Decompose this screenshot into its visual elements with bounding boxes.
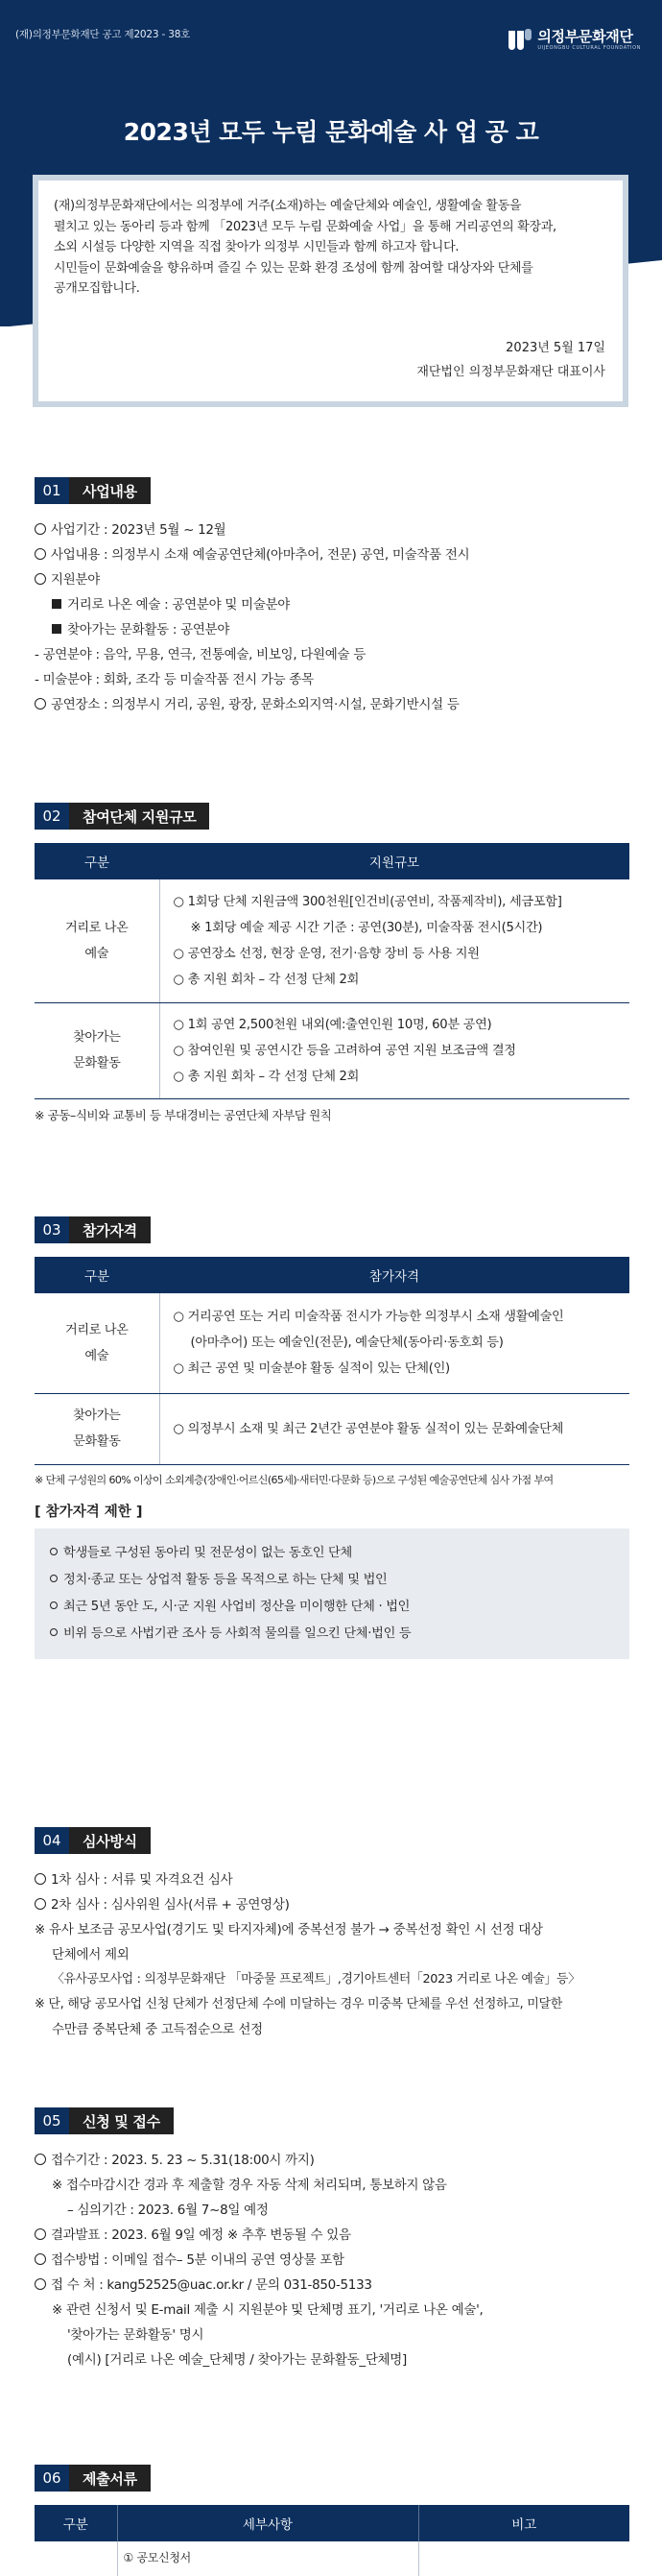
section-number: 01 bbox=[35, 477, 69, 504]
cell-line: ○ 거리공연 또는 거리 미술작품 전시가 가능한 의정부시 소재 생활예술인 bbox=[173, 1310, 564, 1325]
list-item: 수만큼 중복단체 중 고득점순으로 선정 bbox=[52, 2022, 263, 2037]
circle-bullet-icon bbox=[35, 2228, 46, 2240]
cell-line: ○ 공연장소 선정, 현장 운영, 전기·음향 장비 등 사용 지원 bbox=[173, 946, 480, 961]
section-business-content bbox=[35, 477, 629, 717]
intro-line: 공개모집합니다. bbox=[54, 281, 140, 296]
list-item: - 미술분야 : 회화, 조각 등 미술작품 전시 가능 종목 bbox=[35, 672, 314, 687]
table-header: 세부사항 bbox=[117, 2505, 418, 2541]
intro-date: 2023년 5월 17일 bbox=[506, 341, 605, 355]
list-item: 지원분야 bbox=[51, 572, 100, 588]
row-category: 예술 bbox=[84, 1348, 109, 1363]
intro-box bbox=[33, 175, 628, 407]
circle-bullet-icon bbox=[35, 698, 46, 710]
list-item: 〈유사공모사업 : 의정부문화재단 「마중물 프로젝트」,경기아트센터「2023 거리로 나온 예술」등〉 bbox=[52, 1972, 580, 1986]
square-bullet-icon bbox=[52, 624, 61, 634]
list-item: 단체에서 제외 bbox=[52, 1947, 130, 1962]
row-category: 찾아가는 bbox=[73, 1030, 121, 1045]
section-header bbox=[35, 477, 629, 504]
row-category: 거리로 나온 bbox=[65, 920, 129, 935]
row-category: 문화활동 bbox=[73, 1434, 121, 1449]
list-item: 1차 심사 : 서류 및 자격요건 심사 bbox=[51, 1872, 233, 1888]
list-item: ※ 접수마감시간 경과 후 제출할 경우 자동 삭제 처리되며, 통보하지 않음 bbox=[52, 2178, 447, 2193]
table-row bbox=[35, 1393, 629, 1464]
row-category: 찾아가는 bbox=[73, 1408, 121, 1423]
section-number: 04 bbox=[35, 1827, 69, 1854]
contact-info: 접 수 처 : kang52525@uac.or.kr / 문의 031-850-5133 bbox=[51, 2277, 372, 2293]
table-header: 참가자격 bbox=[159, 1257, 629, 1293]
dot-bullet-icon bbox=[50, 1601, 58, 1609]
list-item: 정치·종교 또는 상업적 활동 등을 목적으로 하는 단체 및 법인 bbox=[63, 1572, 388, 1587]
eligibility-table bbox=[35, 1257, 629, 1465]
section-header bbox=[35, 2465, 629, 2492]
list-item: 접수방법 : 이메일 접수– 5분 이내의 공연 영상물 포함 bbox=[51, 2252, 344, 2268]
intro-line: 펼치고 있는 동아리 등과 함께 「2023년 모두 누림 문화예술 사업」을 통해 거리공연의 확장과, bbox=[54, 219, 556, 234]
list-item: 찾아가는 문화활동 : 공연분야 bbox=[67, 622, 230, 638]
cell-line: ※ 1회당 예술 제공 시간 기준 : 공연(30분), 미술작품 전시(5시간) bbox=[190, 920, 543, 935]
circle-bullet-icon bbox=[35, 1898, 46, 1910]
section-review-method bbox=[35, 1827, 629, 2042]
list-item: 사업내용 : 의정부시 소재 예술공연단체(아마추어, 전문) 공연, 미술작품 전시 bbox=[51, 547, 470, 563]
list-item: '찾아가는 문화활동' 명시 bbox=[67, 2327, 204, 2343]
intro-signature: 재단법인 의정부문화재단 대표이사 bbox=[416, 365, 605, 379]
section-title: 참가자격 bbox=[69, 1216, 151, 1243]
section-number: 05 bbox=[35, 2107, 69, 2134]
table-row bbox=[35, 2541, 629, 2576]
cell-line: ○ 의정부시 소재 및 최근 2년간 공연분야 활동 실적이 있는 문화예술단체 bbox=[173, 1421, 564, 1436]
restriction-box bbox=[35, 1529, 629, 1659]
circle-bullet-icon bbox=[35, 523, 46, 535]
section-number: 02 bbox=[35, 803, 69, 830]
list-item: 사업기간 : 2023년 5월 ~ 12월 bbox=[51, 522, 226, 538]
section-title: 신청 및 접수 bbox=[69, 2107, 174, 2134]
section-title: 제출서류 bbox=[69, 2465, 151, 2492]
table-header: 비고 bbox=[418, 2505, 629, 2541]
cell-line: ○ 총 지원 회차 – 각 선정 단체 2회 bbox=[173, 972, 360, 987]
hero-header bbox=[0, 0, 662, 403]
circle-bullet-icon bbox=[35, 1873, 46, 1885]
list-item: (예시) [거리로 나온 예술_단체명 / 찾아가는 문화활동_단체명] bbox=[67, 2352, 408, 2368]
table-header: 구분 bbox=[35, 843, 159, 879]
section-application bbox=[35, 2107, 629, 2372]
list-item: 거리로 나온 예술 : 공연분야 및 미술분야 bbox=[67, 597, 291, 613]
restriction-title: [ 참가자격 제한 ] bbox=[35, 1504, 143, 1520]
documents-table bbox=[35, 2505, 629, 2576]
section-title: 심사방식 bbox=[69, 1827, 151, 1854]
table-row bbox=[35, 879, 629, 1002]
list-item: 결과발표 : 2023. 6월 9일 예정 ※ 추후 변동될 수 있음 bbox=[51, 2227, 351, 2243]
intro-line: (재)의정부문화재단에서는 의정부에 거주(소재)하는 예술단체와 예술인, 생활예술 활동을 bbox=[54, 199, 522, 213]
dot-bullet-icon bbox=[50, 1575, 58, 1582]
section-title: 참여단체 지원규모 bbox=[69, 803, 209, 830]
row-category: 거리로 나온 bbox=[65, 1322, 129, 1337]
section-title: 사업내용 bbox=[69, 477, 151, 504]
cell-line: ○ 참여인원 및 공연시간 등을 고려하여 공연 지원 보조금액 결정 bbox=[173, 1043, 516, 1058]
cell-line: ○ 1회 공연 2,500천원 내외(예:출연인원 10명, 60분 공연) bbox=[173, 1017, 492, 1032]
row-category: 문화활동 bbox=[73, 1056, 121, 1071]
list-item: 공연장소 : 의정부시 거리, 공원, 광장, 문화소외지역·시설, 문화기반시설 등 bbox=[51, 697, 460, 712]
cell-line: ○ 1회당 단체 지원금액 300천원[인건비(공연비, 작품제작비), 세금포함] bbox=[173, 894, 562, 909]
table-header: 지원규모 bbox=[159, 843, 629, 879]
intro-line: 소외 시설등 다양한 지역을 직접 찾아가 의정부 시민들과 함께 하고자 합니다. bbox=[54, 240, 460, 254]
section-number: 06 bbox=[35, 2465, 69, 2492]
cell-line: ① 공모신청서 bbox=[123, 2551, 191, 2564]
foundation-logo[interactable] bbox=[508, 29, 641, 52]
list-item: – 심의기간 : 2023. 6월 7~8일 예정 bbox=[67, 2203, 269, 2218]
list-item: 접수기간 : 2023. 5. 23 ~ 5.31(18:00시 까지) bbox=[51, 2153, 315, 2168]
list-item: - 공연분야 : 음악, 무용, 연극, 전통예술, 비보잉, 다원예술 등 bbox=[35, 647, 366, 662]
foundation-logo-icon bbox=[508, 29, 532, 52]
cell-line: ○ 총 지원 회차 – 각 선정 단체 2회 bbox=[173, 1069, 360, 1084]
list-item: 2차 심사 : 심사위원 심사(서류 + 공연영상) bbox=[51, 1897, 290, 1913]
section-header bbox=[35, 2107, 629, 2134]
row-category: 예술 bbox=[84, 946, 109, 961]
section-documents bbox=[35, 2465, 629, 2576]
cell-line: (아마추어) 또는 예술인(전문), 예술단체(동아리·동호회 등) bbox=[190, 1336, 504, 1351]
support-scale-table bbox=[35, 843, 629, 1099]
section-header bbox=[35, 1827, 629, 1854]
section-number: 03 bbox=[35, 1216, 69, 1243]
section-header bbox=[35, 1216, 629, 1243]
page-title: 2023년 모두 누림 문화예술 사 업 공 고 bbox=[123, 118, 539, 146]
square-bullet-icon bbox=[52, 599, 61, 609]
cell-line: ○ 최근 공연 및 미술분야 활동 실적이 있는 단체(인) bbox=[173, 1361, 450, 1377]
table-header: 구분 bbox=[35, 2505, 117, 2541]
logo-text: 의정부문화재단 bbox=[537, 28, 633, 45]
table-row bbox=[35, 1002, 629, 1098]
list-item: 최근 5년 동안 도, 시·군 지원 사업비 정산을 미이행한 단체 · 법인 bbox=[63, 1599, 411, 1614]
circle-bullet-icon bbox=[35, 548, 46, 560]
circle-bullet-icon bbox=[35, 2154, 46, 2165]
section-eligibility bbox=[35, 1216, 629, 1659]
list-item: ※ 유사 보조금 공모사업(경기도 및 타지자체)에 중복선정 불가 → 중복선정 확인 시 선정 대상 bbox=[35, 1922, 543, 1938]
list-item: ※ 관련 신청서 및 E-mail 제출 시 지원분야 및 단체명 표기, '거리로 나온 예술', bbox=[52, 2302, 484, 2318]
notice-number: (재)의정부문화재단 공고 제2023 - 38호 bbox=[15, 29, 191, 40]
dot-bullet-icon bbox=[50, 1548, 58, 1555]
list-item: ※ 단, 해당 공모사업 신청 단체가 선정단체 수에 미달하는 경우 미중복 단체를 우선 선정하고, 미달한 bbox=[35, 1997, 562, 2011]
list-item: 학생들로 구성된 동아리 및 전문성이 없는 동호인 단체 bbox=[63, 1545, 352, 1560]
circle-bullet-icon bbox=[35, 573, 46, 585]
table-row bbox=[35, 1293, 629, 1393]
section-support-scale bbox=[35, 803, 629, 1126]
circle-bullet-icon bbox=[35, 2253, 46, 2265]
table-note: ※ 공동–식비와 교통비 등 부대경비는 공연단체 자부담 원칙 bbox=[35, 1107, 332, 1122]
list-item: 비위 등으로 사법기관 조사 등 사회적 물의를 일으킨 단체·법인 등 bbox=[63, 1625, 412, 1641]
table-note: ※ 단체 구성원의 60% 이상이 소외계층(장애인·어르신(65세)·새터민·다문화 등)으로 구성된 예술공연단체 심사 가점 부여 bbox=[35, 1473, 554, 1486]
circle-bullet-icon bbox=[35, 2278, 46, 2290]
logo-subtext: UIJEONGBU CULTURAL FOUNDATION bbox=[537, 45, 641, 51]
table-header: 구분 bbox=[35, 1257, 159, 1293]
dot-bullet-icon bbox=[50, 1628, 58, 1636]
intro-line: 시민들이 문화예술을 향유하며 즐길 수 있는 문화 환경 조성에 함께 참여할 대상자와 단체를 bbox=[54, 260, 533, 276]
section-header bbox=[35, 803, 629, 830]
